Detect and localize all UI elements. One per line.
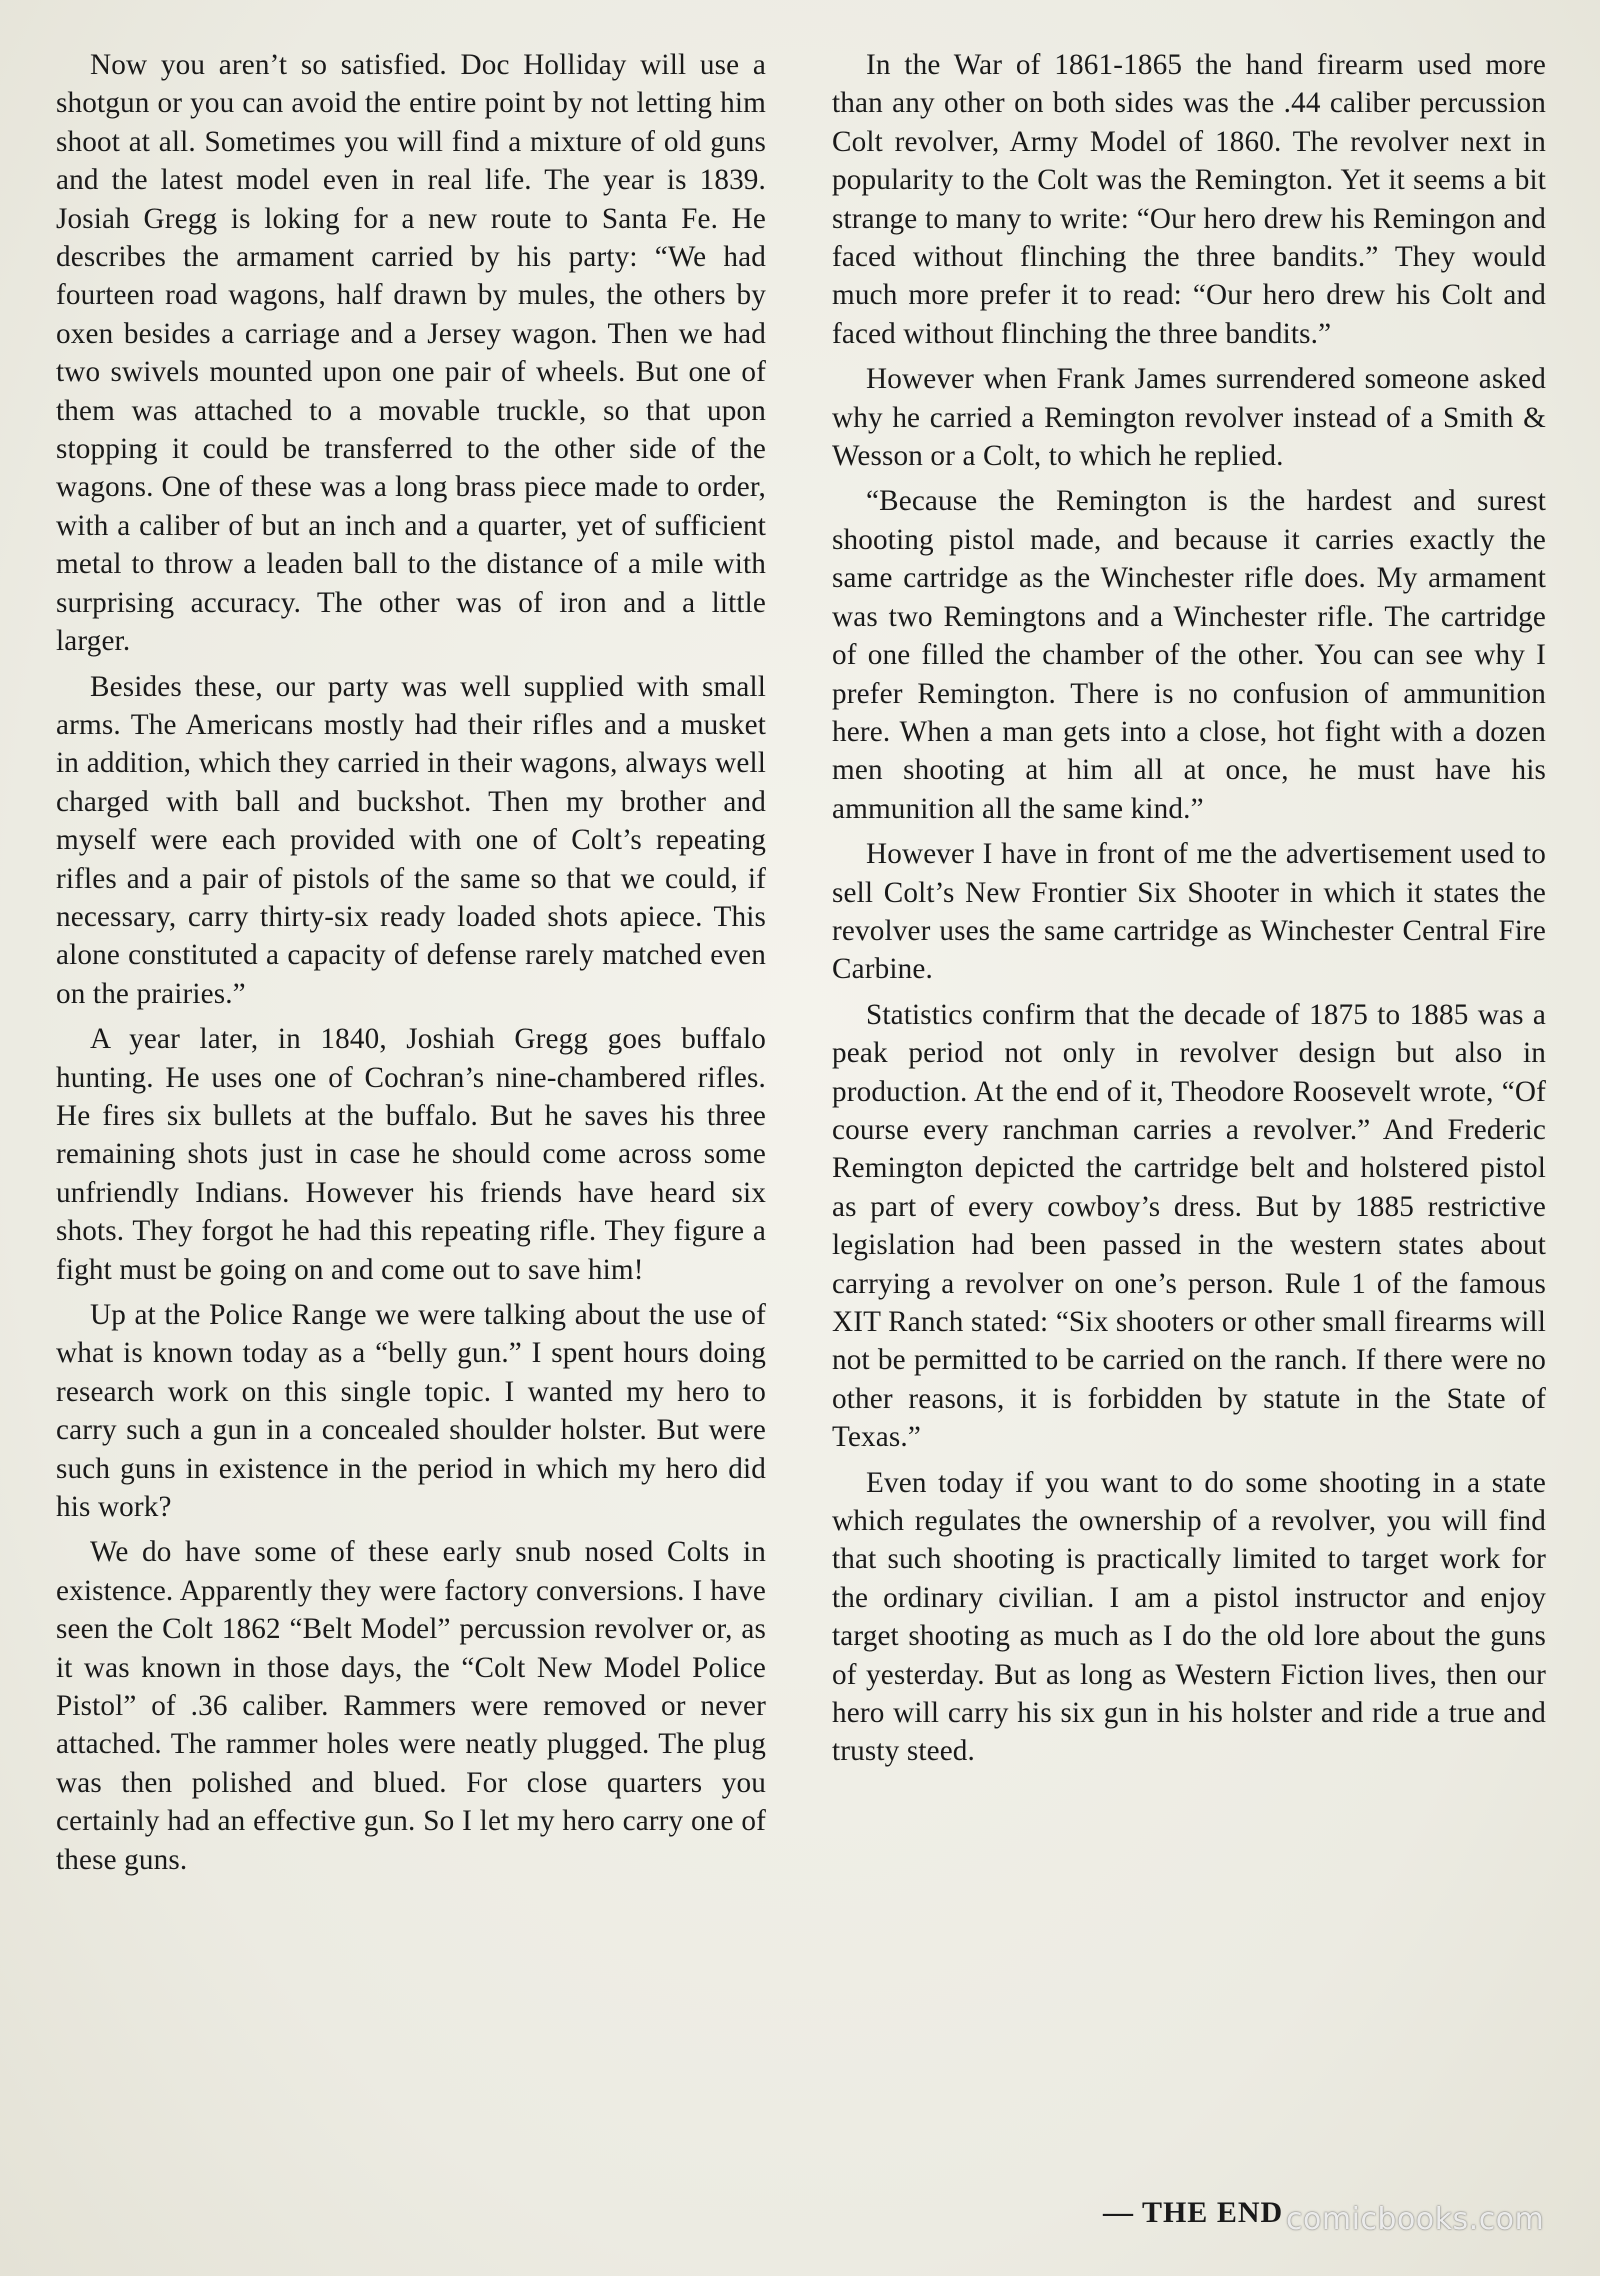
paragraph: However when Frank James surrendered someone asked why he carried a Remington revolver instead of a Smith & Wesson or a Colt, to which he replied.: [832, 363, 1546, 473]
paragraph: Statistics confirm that the decade of 1875 to 1885 was a peak period not only in revolver design but also in production. At the end of it, Theodore Roosevelt wrote, “Of course every ranchman carries a revolver.” And Frederic Remington depicted the cartridge belt and holstered pistol as part of every cowboy’s dress. But by 1885 restrictive legislation had been passed in the western states about carrying a revolver on one’s person. Rule 1 of the famous XIT Ranch stated: “Six shooters or other small firearms will not be permitted to be carried on the ranch. If there were no other reasons, it is forbidden by statute in the State of Texas.”: [832, 998, 1546, 1454]
paragraph: Now you aren’t so satisfied. Doc Holliday will use a shotgun or you can avoid the entire point by not letting him shoot at all. Sometimes you will find a mixture of old guns and the latest model even in real life. The year is 1839. Josiah Gregg is loking for a new route to Santa Fe. He describes the armament carried by his party: “We had fourteen road wagons, half drawn by mules, the others by oxen besides a carriage and a Jersey wagon. Then we had two swivels mounted upon one pair of wheels. But one of them was attached to a movable truckle, so that upon stopping it could be transferred to the other side of the wagons. One of these was a long brass piece made to order, with a caliber of but an inch and a quarter, yet of sufficient metal to throw a leaden ball to the distance of a mile with surprising accuracy. The other was of iron and a little larger.: [56, 49, 766, 658]
paragraph: “Because the Remington is the hardest and surest shooting pistol made, and because it carries exactly the same cartridge as the Winchester rifle does. My armament was two Remingtons and a Winchester rifle. The cartridge of one filled the chamber of the other. You can see why I prefer Remington. There is no confusion of ammunition here. When a man gets into a close, hot fight with a dozen men shooting at him all at once, he must have his ammunition all the same kind.”: [832, 485, 1546, 825]
paragraph: Even today if you want to do some shooting in a state which regulates the ownership of a revolver, you will find that such shooting is practically limited to target work for the ordinary civilian. I am a pistol instructor and enjoy target shooting as much as I do the old lore about the guns of yesterday. But as long as Western Fiction lives, then our hero will carry his six gun in his holster and ride a true and trusty steed.: [832, 1466, 1546, 1768]
paragraph: Up at the Police Range we were talking about the use of what is known today as a “belly gun.” I spent hours doing research work on this single topic. I wanted my hero to carry such a gun in a concealed shoulder holster. But were such guns in existence in the period in which my hero did his work?: [56, 1299, 766, 1524]
paragraph: Besides these, our party was well supplied with small arms. The Americans mostly had their rifles and a musket in addition, which they carried in their wagons, always well charged with ball and buckshot. Then my brother and myself were each provided with one of Colt’s repeating rifles and a pair of pistols of the same so that we could, if necessary, carry thirty-six ready loaded shots apiece. This alone constituted a capacity of defense rarely matched even on the prairies.”: [56, 670, 766, 1010]
paragraph: A year later, in 1840, Joshiah Gregg goes buffalo hunting. He uses one of Cochran’s nine-chambered rifles. He fires six bullets at the buffalo. But he saves his three remaining shots just in case he should come across some unfriendly Indians. However his friends have heard six shots. They forgot he had this repeating rifle. They figure a fight must be going on and come out to save him!: [56, 1023, 766, 1286]
right-column: [832, 46, 1546, 1778]
left-column: [56, 46, 766, 1886]
watermark-text: comicbooks.com: [1286, 2202, 1545, 2237]
paragraph: However I have in front of me the advertisement used to sell Colt’s New Frontier Six Shooter in which it states the revolver uses the same cartridge as Winchester Central Fire Carbine.: [832, 838, 1546, 986]
paragraph: We do have some of these early snub nosed Colts in existence. Apparently they were factory conversions. I have seen the Colt 1862 “Belt Model” percussion revolver or, as it was known in those days, the “Colt New Model Police Pistol” of .36 caliber. Rammers were removed or never attached. The rammer holes were neatly plugged. The plug was then polished and blued. For close quarters you certainly had an effective gun. So I let my hero carry one of these guns.: [56, 1536, 766, 1876]
end-mark: — THE END: [1103, 2196, 1284, 2229]
paragraph: In the War of 1861-1865 the hand firearm used more than any other on both sides was the .44 caliber percussion Colt revolver, Army Model of 1860. The revolver next in popularity to the Colt was the Remington. Yet it seems a bit strange to many to write: “Our hero drew his Remingon and faced without flinching the three bandits.” They would much more prefer it to read: “Our hero drew his Colt and faced without flinching the three bandits.”: [832, 49, 1546, 350]
